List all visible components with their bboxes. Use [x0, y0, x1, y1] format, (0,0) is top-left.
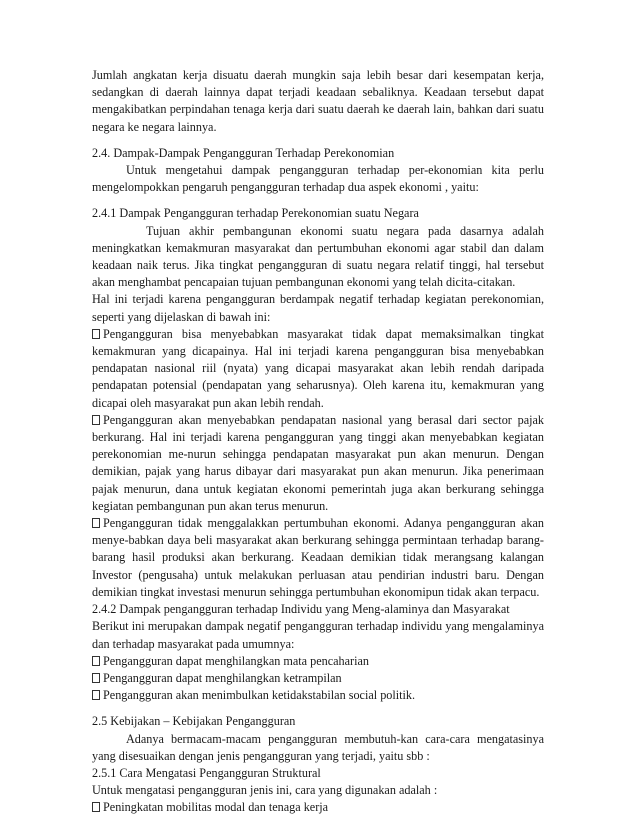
section-heading — [92, 713, 544, 730]
paragraph-text: Tujuan akhir pembangunan ekonomi suatu negara pada dasarnya adalah meningkatkan kemakmuran masyarakat dan pertumbuhan ekonomi agar stabil dan dalam keadaan naik terus. Jika tingkat pengangguran di suatu negara relatif tinggi, hal tersebut akan menghambat pencapaian tujuan pembangunan ekonomi yang telah dicita-citakan. — [92, 223, 544, 290]
paragraph-text: Adanya bermacam-macam pengangguran membutuh-kan cara-cara mengatasinya yang disesuaikan dengan jenis pengangguran yang terjadi, yaitu sbb : — [92, 731, 544, 763]
bullet-box-icon — [92, 656, 100, 666]
paragraph-spacer — [92, 196, 544, 205]
body-paragraph — [92, 67, 544, 136]
bullet-box-icon — [92, 329, 100, 339]
paragraph-text: Untuk mengetahui dampak pengangguran terhadap per-ekonomian kita perlu mengelompokkan pengaruh pengangguran terhadap dua aspek ekonomi , yaitu: — [92, 163, 544, 195]
bullet-box-icon — [92, 518, 100, 528]
body-paragraph — [92, 291, 544, 325]
body-paragraph — [92, 618, 544, 652]
bullet-box-icon — [92, 415, 100, 425]
bullet-item — [92, 515, 544, 601]
bullet-item — [92, 687, 544, 704]
section-heading — [92, 601, 544, 618]
body-paragraph — [92, 162, 544, 196]
document-body — [92, 67, 544, 817]
paragraph-text: Hal ini terjadi karena pengangguran berdampak negatif terhadap kegiatan perekonomian, seperti yang dijelaskan di bawah ini: — [92, 292, 544, 324]
paragraph-text: Peningkatan mobilitas modal dan tenaga kerja — [103, 800, 329, 815]
section-heading — [92, 145, 544, 162]
body-paragraph — [92, 782, 544, 799]
bullet-item — [92, 670, 544, 687]
body-paragraph — [92, 223, 544, 292]
paragraph-text: Pengangguran akan menimbulkan ketidakstabilan social politik. — [103, 688, 416, 703]
paragraph-text: 2.4. Dampak-Dampak Pengangguran Terhadap Perekonomian — [92, 145, 395, 160]
paragraph-text: Pengangguran dapat menghilangkan ketrampilan — [103, 670, 342, 685]
bullet-box-icon — [92, 673, 100, 683]
paragraph-spacer — [92, 704, 544, 713]
paragraph-text: 2.5.1 Cara Mengatasi Pengangguran Struktural — [92, 765, 321, 780]
bullet-item — [92, 326, 544, 412]
paragraph-text: Berikut ini merupakan dampak negatif pengangguran terhadap individu yang mengalaminya dan terhadap masyarakat pada umumnya: — [92, 619, 544, 651]
paragraph-text: Jumlah angkatan kerja disuatu daerah mungkin saja lebih besar dari kesempatan kerja, sedangkan di daerah lainnya dapat terjadi keadaan sebaliknya. Keadaan tersebut dapat mengakibatkan perpindahan tenaga kerja dari suatu daerah ke daerah lain, bahkan dari suatu negara ke negara lainnya. — [92, 68, 544, 134]
bullet-box-icon — [92, 802, 100, 812]
paragraph-text: Untuk mengatasi pengangguran jenis ini, cara yang digunakan adalah : — [92, 783, 438, 798]
body-paragraph — [92, 731, 544, 765]
paragraph-text: 2.4.2 Dampak pengangguran terhadap Individu yang Meng-alaminya dan Masyarakat — [92, 602, 510, 617]
paragraph-text: Pengangguran tidak menggalakkan pertumbuhan ekonomi. Adanya pengangguran akan menye-babkan daya beli masyarakat akan berkurang sehingga permintaan terhadap barang-barang hasil produksi akan berkurang. Keadaan demikian tidak merangsang kalangan Investor (pengusaha) untuk melakukan perluasan atau pendirian industri baru. Dengan demikian tingkat investasi menurun sehingga pertumbuhan ekonomipun tidak akan terpacu. — [92, 516, 544, 599]
bullet-item — [92, 653, 544, 670]
paragraph-text: Pengangguran akan menyebabkan pendapatan nasional yang berasal dari sector pajak berkurang. Hal ini terjadi karena pengangguran yang tinggi akan menyebabkan kegiatan perekonomian me-nurun sehingga pendapatan masyarakat pun akan menurun. Dengan demikian, pajak yang harus dibayar dari masyarakat pun akan menurun. Jika penerimaan pajak menurun, dana untuk kegiatan ekonomi pemerintah juga akan berkurang sehingga kegiatan pembangunan pun akan terus menurun. — [92, 412, 544, 513]
paragraph-text: Pengangguran dapat menghilangkan mata pencaharian — [103, 653, 369, 668]
bullet-item — [92, 412, 544, 515]
paragraph-text: Pengangguran bisa menyebabkan masyarakat tidak dapat memaksimalkan tingkat kemakmuran yang dicapainya. Hal ini terjadi karena pengangguran bisa menyebabkan pendapatan nasional riil (nyata) yang dicapai masyarakat akan lebih rendah daripada pendapatan potensial (pendapatan yang seharusnya). Oleh karena itu, kemakmuran yang dicapai oleh masyarakat pun akan lebih rendah. — [92, 326, 544, 410]
section-heading — [92, 205, 544, 222]
bullet-box-icon — [92, 690, 100, 700]
paragraph-spacer — [92, 136, 544, 145]
paragraph-text: 2.5 Kebijakan – Kebijakan Pengangguran — [92, 714, 296, 729]
section-heading — [92, 765, 544, 782]
paragraph-text: 2.4.1 Dampak Pengangguran terhadap Perekonomian suatu Negara — [92, 206, 419, 221]
bullet-item — [92, 799, 544, 816]
